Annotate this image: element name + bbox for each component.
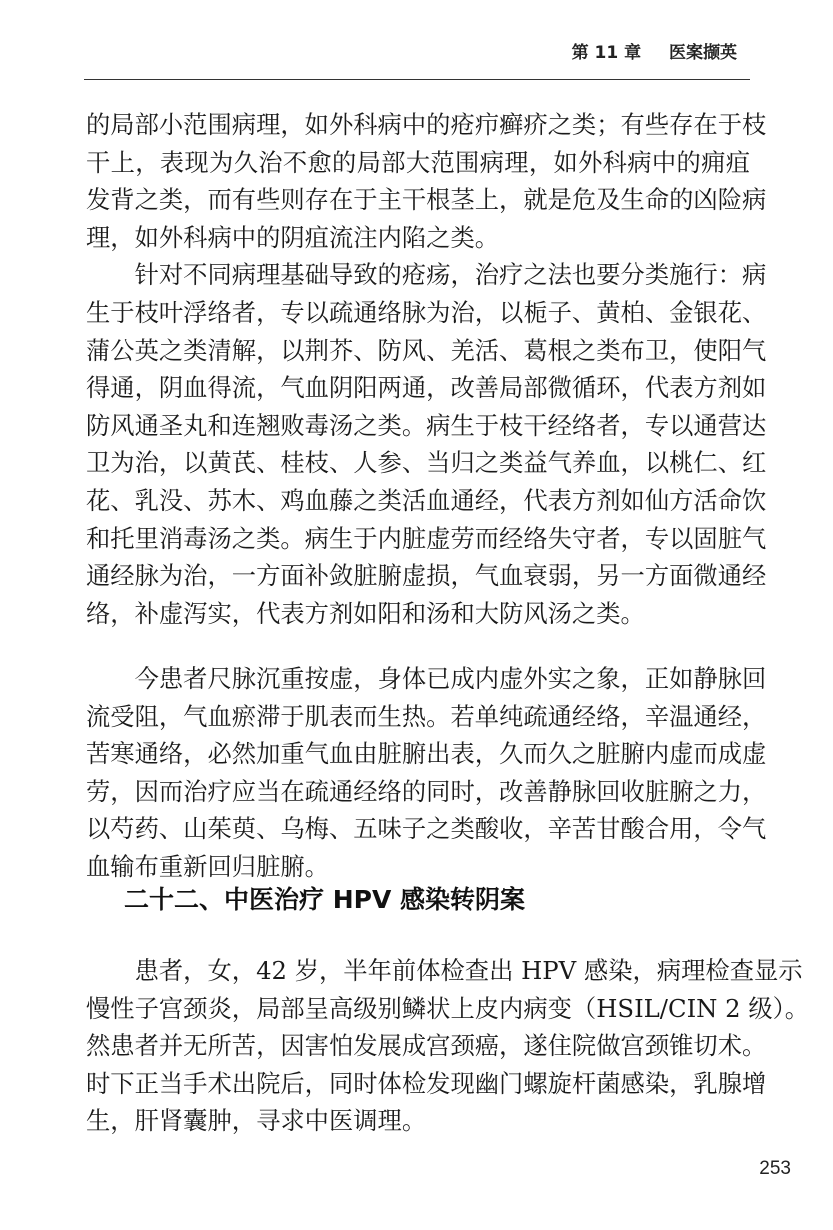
text-line: 今患者尺脉沉重按虚，身体已成内虚外实之象，正如静脉回 [86,664,767,693]
text-line: 卫为治，以黄芪、桂枝、人参、当归之类益气养血，以桃仁、红 [86,448,767,478]
text-line: 然患者并无所苦，因害怕发展成宫颈癌，遂住院做宫颈锥切术。 [86,1031,767,1061]
text-line: 通经脉为治，一方面补敛脏腑虚损，气血衰弱，另一方面微通经 [86,561,767,591]
page-number: 253 [759,1158,791,1179]
text-line: 时下正当手术出院后，同时体检发现幽门螺旋杆菌感染，乳腺增 [86,1068,767,1098]
text-line: 生于枝叶浮络者，专以疏通络脉为治，以栀子、黄柏、金银花、 [86,297,767,327]
text-line: 得通，阴血得流，气血阴阳两通，改善局部微循环，代表方剂如 [86,373,767,403]
text-line: 苦寒通络，必然加重气血由脏腑出表，久而久之脏腑内虚而成虚 [86,739,767,769]
text-line: 劳，因而治疗应当在疏通经络的同时，改善静脉回收脏腑之力， [86,776,767,806]
text-line: 生，肝肾囊肿，寻求中医调理。 [86,1106,427,1136]
text-line: 流受阻，气血瘀滞于肌表而生热。若单纯疏通经络，辛温通经， [86,701,767,731]
text-line: 发背之类，而有些则存在于主干根茎上，就是危及生命的凶险病 [86,185,767,215]
paragraph-block-2 [86,660,767,886]
text-line: 和托里消毒汤之类。病生于内脏虚劳而经络失守者，专以固脏气 [86,523,767,553]
chapter-title: 医案撷英 [669,43,737,63]
text-line: 以芍药、山茱萸、乌梅、五味子之类酸收，辛苦甘酸合用，令气 [86,814,767,844]
paragraph-block-1 [86,106,767,632]
header-rule [84,79,750,80]
running-header [572,38,737,63]
text-line: 干上，表现为久治不愈的局部大范围病理，如外科病中的痈疽 [86,147,750,177]
paragraph-block-3 [86,952,810,1140]
text-line: 络，补虚泻实，代表方剂如阳和汤和大防风汤之类。 [86,598,645,628]
text-line: 蒲公英之类清解，以荆芥、防风、羌活、葛根之类布卫，使阳气 [86,335,767,365]
text-line: 血输布重新回归脏腑。 [86,851,329,881]
chapter-label: 第 11 章 [571,43,642,63]
text-line: 针对不同病理基础导致的疮疡，治疗之法也要分类施行：病 [86,260,767,290]
text-line: 理，如外科病中的阴疽流注内陷之类。 [86,222,500,252]
text-line: 慢性子宫颈炎，局部呈高级别鳞状上皮内病变（HSIL/CIN 2 级）。 [86,993,810,1023]
section-heading: 二十二、中医治疗 HPV 感染转阴案 [124,885,526,914]
text-line: 患者，女，42 岁，半年前体检查出 HPV 感染，病理检查显示 [86,956,803,985]
text-line: 防风通圣丸和连翘败毒汤之类。病生于枝干经络者，专以通营达 [86,410,767,440]
text-line: 花、乳没、苏木、鸡血藤之类活血通经，代表方剂如仙方活命饮 [86,485,767,515]
text-line: 的局部小范围病理，如外科病中的疮疖癣疥之类；有些存在于枝 [86,110,767,139]
